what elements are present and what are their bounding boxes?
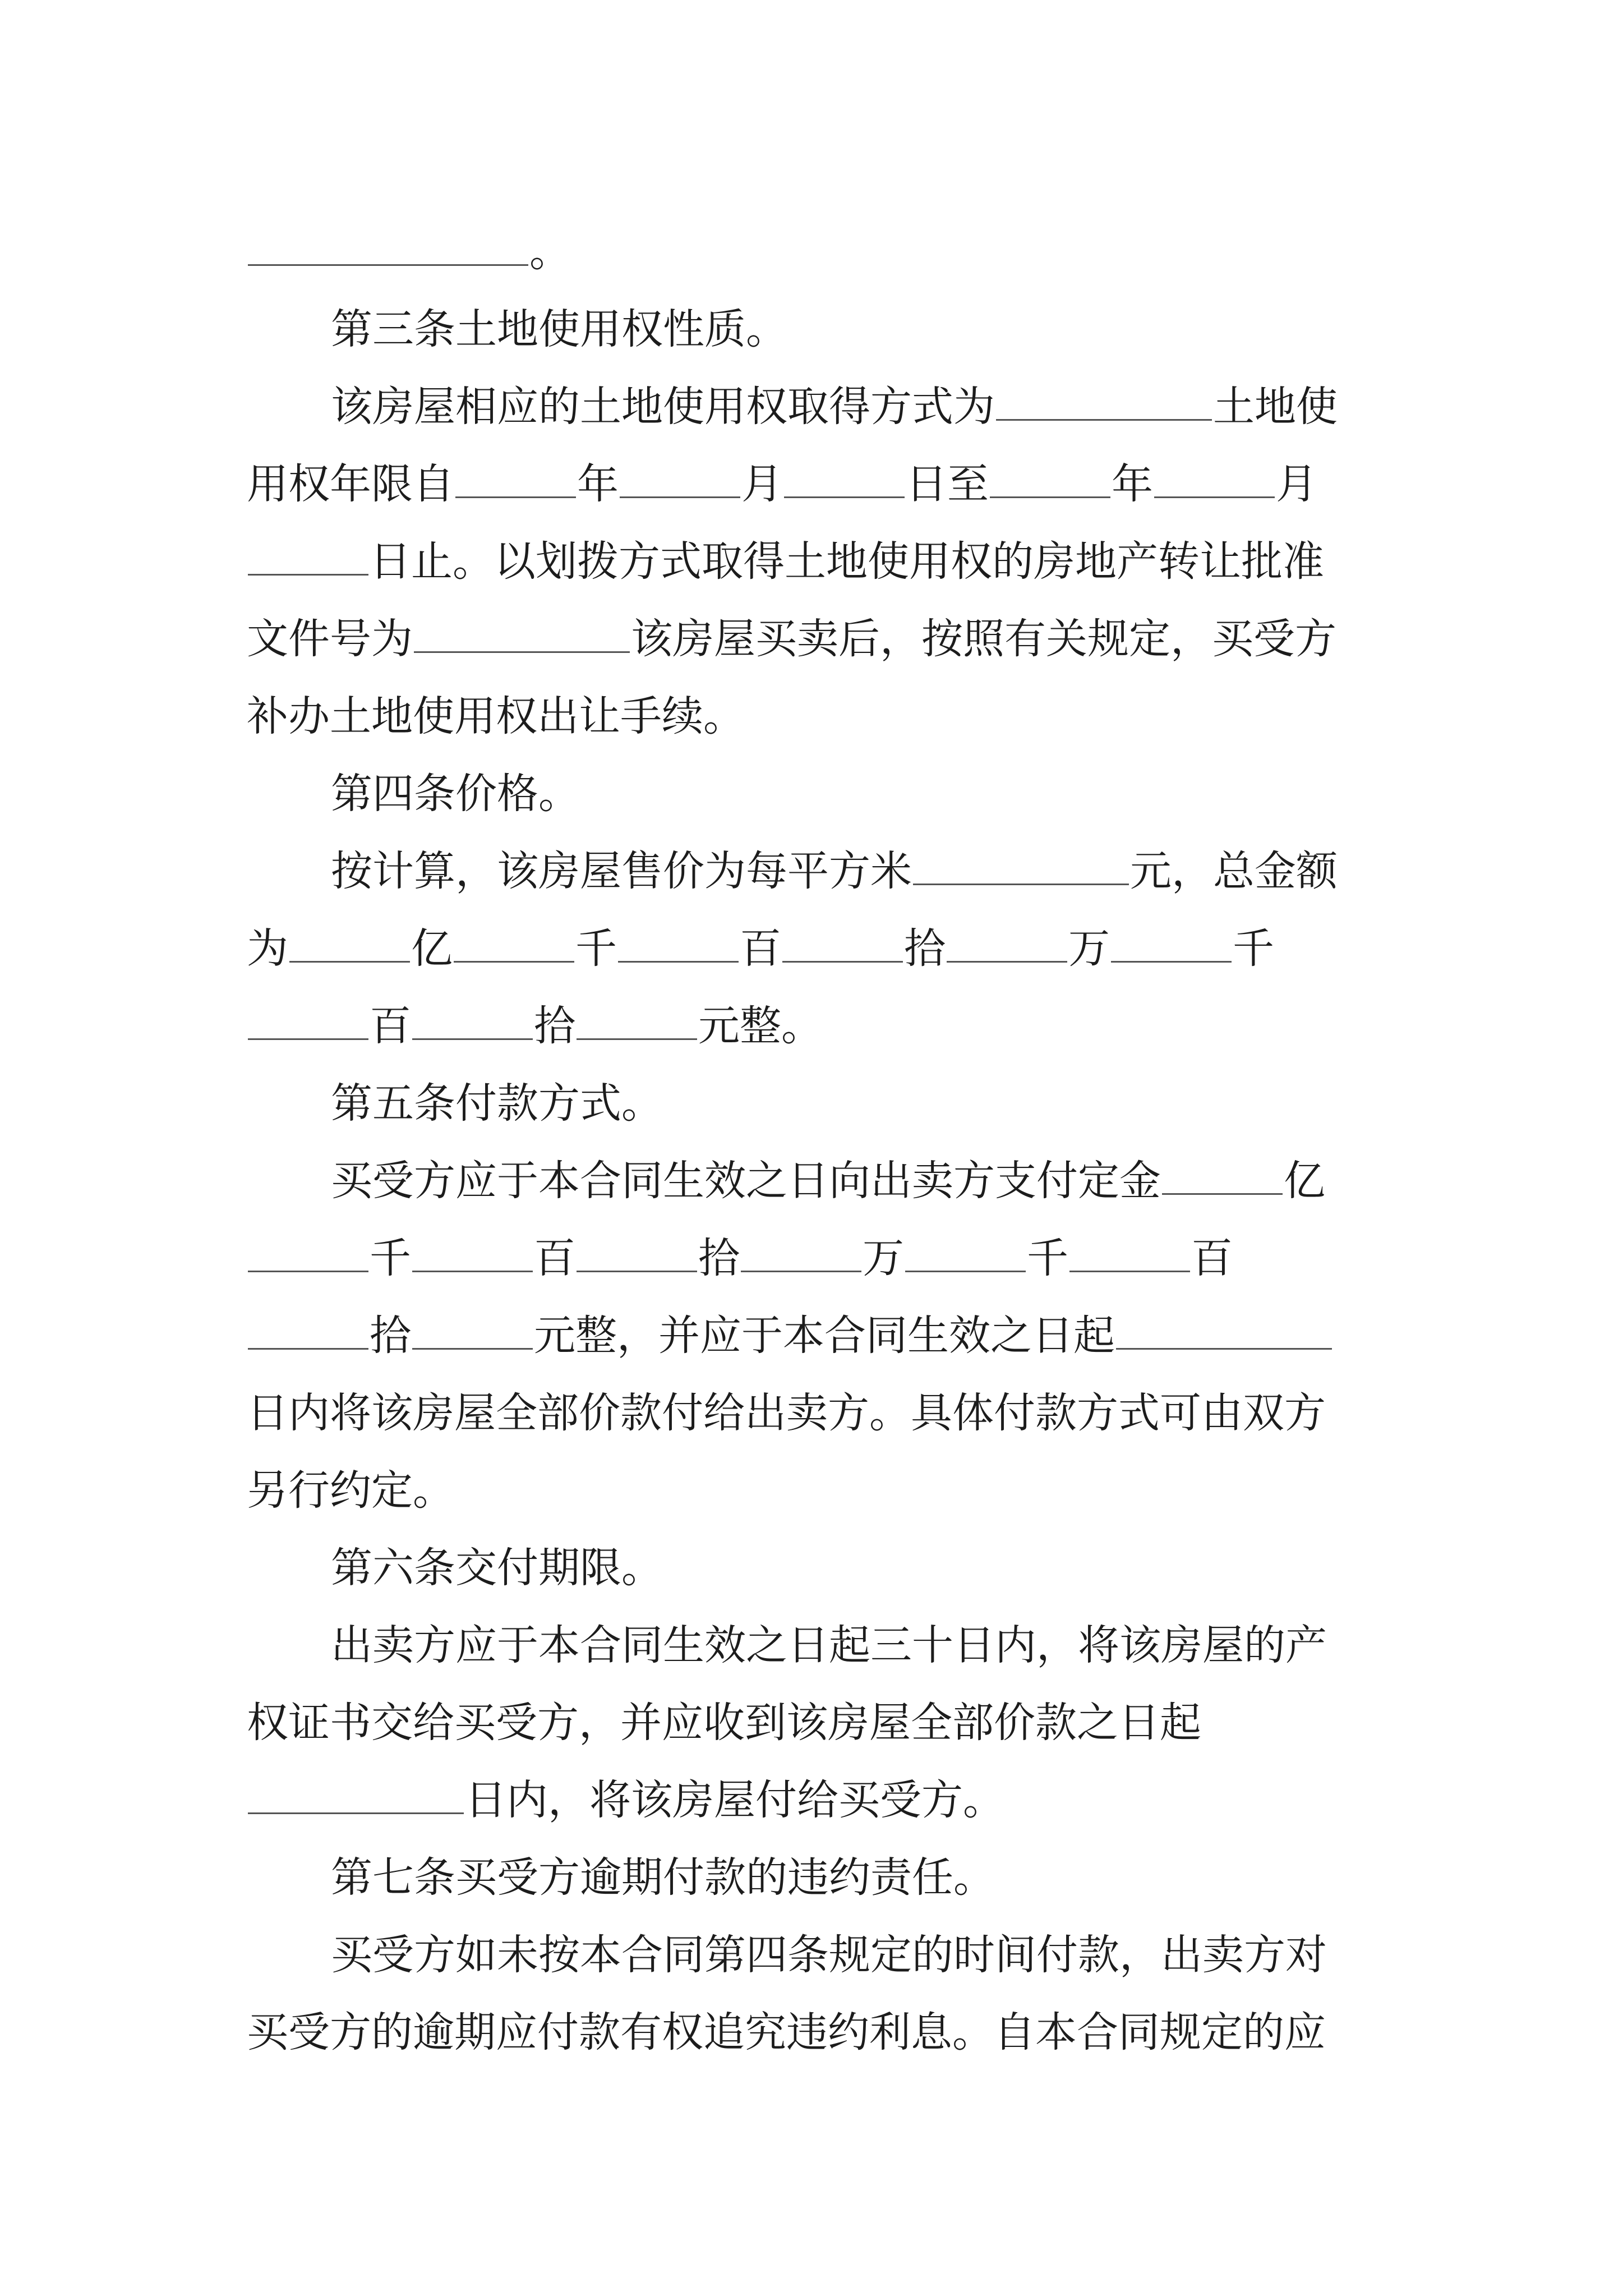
text-line <box>247 1684 1385 1761</box>
fill-blank[interactable] <box>1069 1237 1190 1272</box>
text-line <box>247 1142 1385 1220</box>
text-segment: 百 <box>370 1002 411 1050</box>
article-4-heading <box>247 755 1385 832</box>
fill-blank[interactable] <box>412 1237 533 1272</box>
text-line <box>247 213 1385 291</box>
article-6-heading <box>247 1529 1385 1607</box>
text-segment: 。 <box>529 228 571 276</box>
text-line <box>247 678 1385 755</box>
contract-body <box>247 213 1385 2071</box>
text-line <box>247 600 1385 678</box>
article-5-heading <box>247 1065 1385 1142</box>
text-segment: 百 <box>1191 1234 1233 1282</box>
text-line <box>247 1297 1385 1374</box>
text-segment: 拾 <box>904 924 946 973</box>
text-line <box>247 1994 1385 2071</box>
text-segment: 该房屋相应的土地使用权取得方式为 <box>331 383 995 431</box>
text-segment: 元整，并应于本合同生效之日起 <box>534 1312 1115 1360</box>
heading-text: 第三条土地使用权性质。 <box>331 305 787 353</box>
text-segment: 用权年限自 <box>247 460 454 508</box>
text-segment: 买受方的逾期应付款有权追究违约利息。自本合同规定的应 <box>247 2008 1326 2056</box>
text-segment: 拾 <box>534 1002 575 1050</box>
text-segment: 日止。以划拨方式取得土地使用权的房地产转让批准 <box>370 537 1324 586</box>
fill-blank[interactable] <box>414 618 630 653</box>
text-line <box>247 987 1385 1065</box>
text-segment: 元，总金额 <box>1130 847 1338 895</box>
text-segment: 年 <box>577 460 619 508</box>
text-segment: 元整。 <box>698 1002 823 1050</box>
fill-blank[interactable] <box>248 1237 368 1272</box>
text-segment: 拾 <box>698 1234 740 1282</box>
heading-text: 第六条交付期限。 <box>331 1544 663 1592</box>
text-segment: 拾 <box>370 1312 411 1360</box>
text-segment: 千 <box>1027 1234 1068 1282</box>
text-segment: 日内将该房屋全部价款付给出卖方。具体付款方式可由双方 <box>247 1389 1326 1437</box>
text-segment: 万 <box>1068 924 1110 973</box>
fill-blank[interactable] <box>577 1237 697 1272</box>
fill-blank[interactable] <box>1162 1159 1283 1195</box>
fill-blank[interactable] <box>577 1005 697 1040</box>
fill-blank[interactable] <box>741 1237 861 1272</box>
text-segment: 月 <box>741 460 783 508</box>
fill-blank[interactable] <box>620 463 740 498</box>
fill-blank[interactable] <box>782 927 903 963</box>
fill-blank[interactable] <box>248 540 368 576</box>
text-segment: 另行约定。 <box>247 1466 454 1515</box>
fill-blank[interactable] <box>248 1005 368 1040</box>
text-line <box>247 1220 1385 1297</box>
fill-blank[interactable] <box>1154 463 1275 498</box>
fill-blank[interactable] <box>289 927 410 963</box>
fill-blank[interactable] <box>1116 1314 1332 1350</box>
text-segment: 买受方如未按本合同第四条规定的时间付款，出卖方对 <box>331 1931 1327 1979</box>
heading-text: 第四条价格。 <box>331 770 580 818</box>
fill-blank[interactable] <box>1111 927 1232 963</box>
fill-blank[interactable] <box>454 927 574 963</box>
text-segment: 千 <box>370 1234 411 1282</box>
text-segment: 百 <box>740 924 781 973</box>
text-segment: 按计算，该房屋售价为每平方米 <box>331 847 912 895</box>
text-line <box>247 1452 1385 1529</box>
heading-text: 第七条买受方逾期付款的违约责任。 <box>331 1853 995 1902</box>
fill-blank[interactable] <box>248 231 528 266</box>
text-segment: 补办土地使用权出让手续。 <box>247 692 745 740</box>
text-segment: 月 <box>1276 460 1317 508</box>
text-line <box>247 523 1385 600</box>
text-segment: 年 <box>1112 460 1153 508</box>
text-segment: 亿 <box>411 924 453 973</box>
fill-blank[interactable] <box>947 927 1067 963</box>
text-segment: 千 <box>575 924 617 973</box>
text-segment: 日内，将该房屋付给买受方。 <box>465 1776 1004 1824</box>
fill-blank[interactable] <box>618 927 739 963</box>
fill-blank[interactable] <box>248 1779 464 1814</box>
fill-blank[interactable] <box>455 463 576 498</box>
fill-blank[interactable] <box>412 1314 533 1350</box>
text-segment: 万 <box>863 1234 904 1282</box>
text-line <box>247 1916 1385 1994</box>
article-7-heading <box>247 1839 1385 1916</box>
fill-blank[interactable] <box>996 385 1212 421</box>
fill-blank[interactable] <box>913 850 1129 885</box>
text-segment: 百 <box>534 1234 575 1282</box>
text-segment: 权证书交给买受方，并应收到该房屋全部价款之日起 <box>247 1699 1201 1747</box>
fill-blank[interactable] <box>990 463 1110 498</box>
text-segment: 文件号为 <box>247 615 413 663</box>
text-segment: 日至 <box>906 460 989 508</box>
text-line <box>247 832 1385 910</box>
text-segment: 买受方应于本合同生效之日向出卖方支付定金 <box>331 1157 1161 1205</box>
text-line <box>247 910 1385 987</box>
text-line <box>247 1607 1385 1684</box>
text-line <box>247 368 1385 445</box>
text-line <box>247 445 1385 523</box>
text-segment: 出卖方应于本合同生效之日起三十日内，将该房屋的产 <box>331 1621 1327 1669</box>
text-segment: 为 <box>247 924 288 973</box>
fill-blank[interactable] <box>248 1314 368 1350</box>
text-segment: 土地使 <box>1213 383 1338 431</box>
heading-text: 第五条付款方式。 <box>331 1079 663 1128</box>
fill-blank[interactable] <box>905 1237 1026 1272</box>
text-line <box>247 1374 1385 1452</box>
text-segment: 该房屋买卖后，按照有关规定，买受方 <box>631 615 1336 663</box>
text-segment: 千 <box>1233 924 1274 973</box>
fill-blank[interactable] <box>784 463 905 498</box>
text-line <box>247 1761 1385 1839</box>
text-segment: 亿 <box>1284 1157 1325 1205</box>
fill-blank[interactable] <box>412 1005 533 1040</box>
article-3-heading <box>247 291 1385 368</box>
